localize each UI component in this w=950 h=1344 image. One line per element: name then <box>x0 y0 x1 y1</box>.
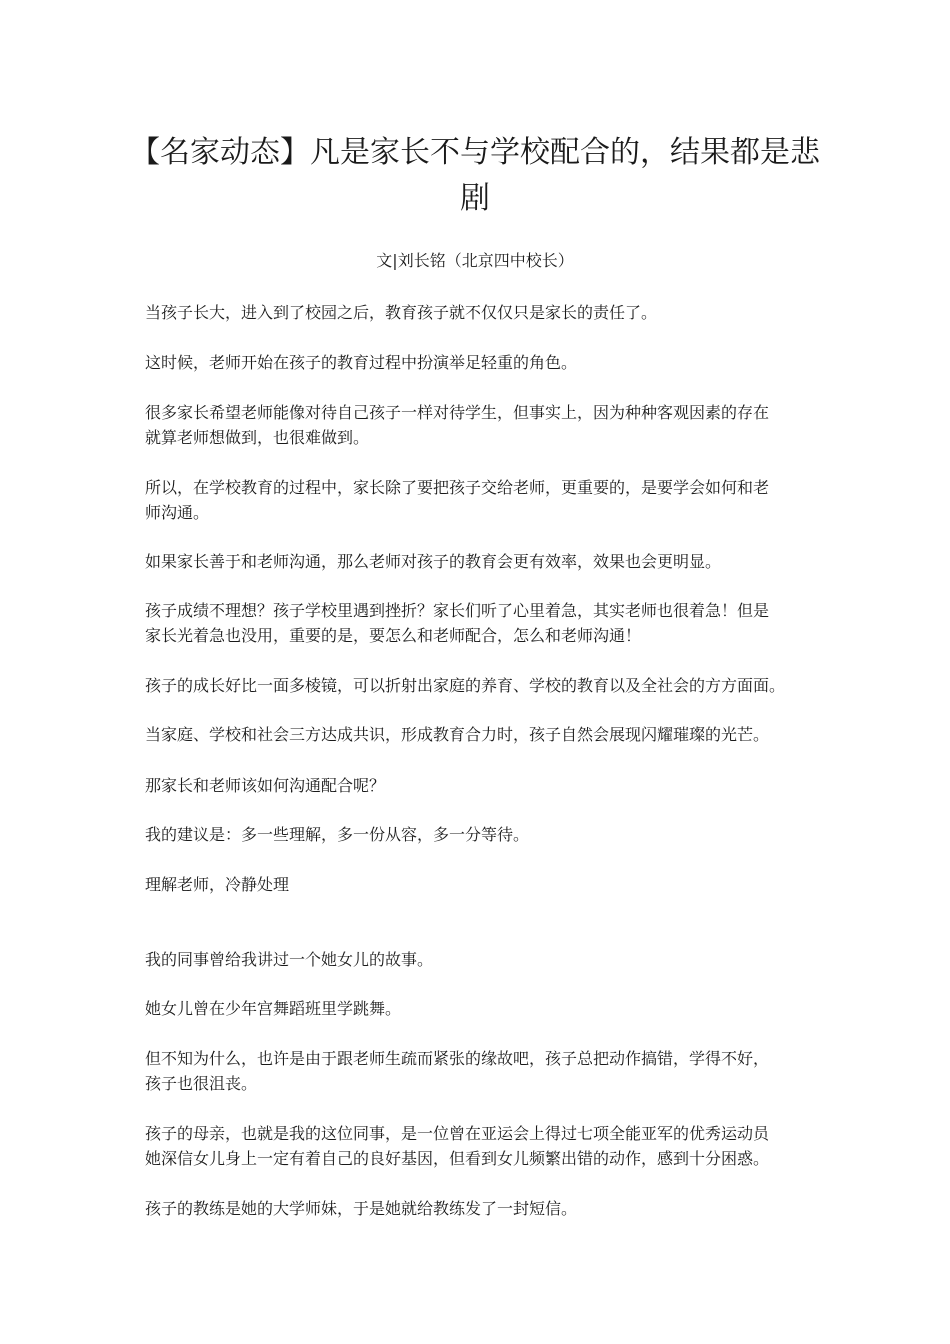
paragraph-line: 但不知为什么，也许是由于跟老师生疏而紧张的缘故吧，孩子总把动作搞错，学得不好， <box>145 1049 770 1068</box>
paragraph-line: 当孩子长大，进入到了校园之后，教育孩子就不仅仅只是家长的责任了。 <box>145 303 658 322</box>
paragraph <box>145 598 815 648</box>
paragraph-line: 孩子的母亲，也就是我的这位同事，是一位曾在亚运会上得过七项全能亚军的优秀运动员 <box>145 1124 770 1143</box>
paragraph <box>145 773 815 798</box>
paragraph <box>145 822 815 847</box>
paragraph-line: 所以，在学校教育的过程中，家长除了要把孩子交给老师，更重要的，是要学会如何和老 <box>145 478 770 497</box>
paragraph <box>145 400 815 450</box>
paragraph-line: 师沟通。 <box>145 503 210 522</box>
paragraph-line: 理解老师，冷静处理 <box>145 875 290 894</box>
paragraph-line: 那家长和老师该如何沟通配合呢？ <box>145 776 386 795</box>
article-title-line: 剧 <box>460 181 490 216</box>
paragraph-line: 家长光着急也没用，重要的是，要怎么和老师配合，怎么和老师沟通！ <box>145 626 642 645</box>
paragraph <box>145 1196 815 1221</box>
paragraph-line: 孩子的教练是她的大学师妹，于是她就给教练发了一封短信。 <box>145 1199 578 1218</box>
article-title-line: 【名家动态】凡是家长不与学校配合的，结果都是悲 <box>130 135 820 170</box>
article-title <box>120 130 830 222</box>
paragraph-line: 当家庭、学校和社会三方达成共识，形成教育合力时，孩子自然会展现闪耀璀璨的光芒。 <box>145 725 770 744</box>
paragraph-line: 她女儿曾在少年宫舞蹈班里学跳舞。 <box>145 999 402 1018</box>
paragraph <box>145 722 815 747</box>
paragraph <box>145 350 815 375</box>
paragraph <box>145 1121 815 1171</box>
paragraph <box>145 549 815 574</box>
paragraph-line: 我的同事曾给我讲过一个她女儿的故事。 <box>145 950 434 969</box>
paragraph <box>145 947 815 972</box>
paragraph <box>145 673 815 698</box>
article-byline: 文|刘长铭（北京四中校长） <box>376 251 574 270</box>
paragraph-line: 孩子的成长好比一面多棱镜，可以折射出家庭的养育、学校的教育以及全社会的方方面面。 <box>145 676 786 695</box>
paragraph <box>145 1046 815 1096</box>
paragraph-line: 我的建议是：多一些理解，多一份从容，多一分等待。 <box>145 825 530 844</box>
paragraph-line: 她深信女儿身上一定有着自己的良好基因，但看到女儿频繁出错的动作，感到十分困惑。 <box>145 1149 770 1168</box>
paragraph-line: 孩子也很沮丧。 <box>145 1074 258 1093</box>
paragraph <box>145 996 815 1021</box>
paragraph-line: 如果家长善于和老师沟通，那么老师对孩子的教育会更有效率，效果也会更明显。 <box>145 552 722 571</box>
paragraph <box>145 300 815 325</box>
paragraph-line: 这时候，老师开始在孩子的教育过程中扮演举足轻重的角色。 <box>145 353 578 372</box>
paragraph-line: 孩子成绩不理想？孩子学校里遇到挫折？家长们听了心里着急，其实老师也很着急！但是 <box>145 601 770 620</box>
paragraph <box>145 872 815 897</box>
paragraph <box>145 475 815 525</box>
paragraph-line: 很多家长希望老师能像对待自己孩子一样对待学生，但事实上，因为种种客观因素的存在 <box>145 403 770 422</box>
paragraph-line: 就算老师想做到，也很难做到。 <box>145 428 370 447</box>
